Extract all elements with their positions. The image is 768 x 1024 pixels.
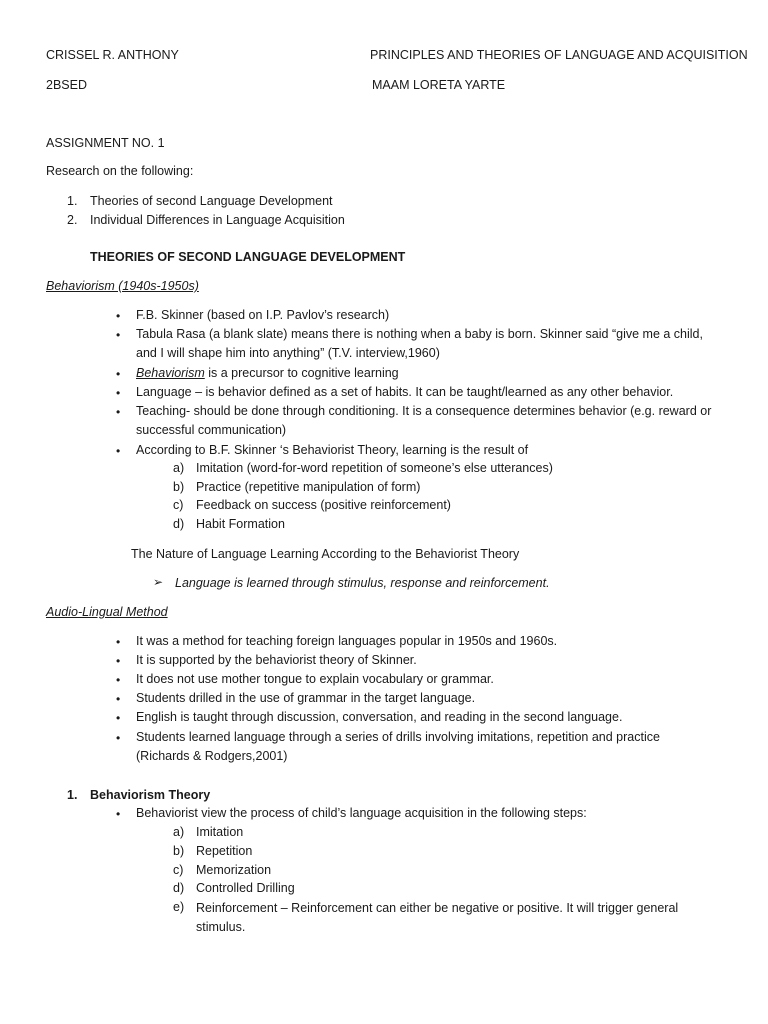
assignment-title: ASSIGNMENT NO. 1 bbox=[46, 136, 165, 150]
step-item: Reinforcement – Reinforcement can either be negative or positive. It will trigger general stimulus. bbox=[196, 901, 679, 934]
behaviorism-heading: Behaviorism (1940s-1950s) bbox=[46, 279, 199, 293]
step-letter: d) bbox=[173, 881, 185, 895]
bullet-icon: • bbox=[116, 731, 121, 745]
sub-item-letter: a) bbox=[173, 461, 185, 475]
theory-number: 1. bbox=[67, 788, 78, 802]
bullet-icon: • bbox=[116, 711, 121, 725]
topic-item: Individual Differences in Language Acquisition bbox=[90, 213, 345, 227]
step-item: Repetition bbox=[196, 844, 253, 858]
sub-item-letter: c) bbox=[173, 498, 184, 512]
list-item: F.B. Skinner (based on I.P. Pavlov’s research) bbox=[136, 308, 390, 322]
list-item: It is supported by the behaviorist theory of Skinner. bbox=[136, 653, 417, 667]
step-item: Controlled Drilling bbox=[196, 881, 295, 895]
bullet-icon: • bbox=[116, 367, 121, 381]
list-item: Students drilled in the use of grammar in the target language. bbox=[136, 691, 476, 705]
step-letter: a) bbox=[173, 825, 185, 839]
audio-lingual-heading: Audio-Lingual Method bbox=[46, 605, 168, 619]
sub-item: Habit Formation bbox=[196, 517, 285, 531]
bullet-icon: • bbox=[116, 386, 121, 400]
list-item: English is taught through discussion, conversation, and reading in the second language. bbox=[136, 710, 623, 724]
sub-item: Imitation (word-for-word repetition of someone’s else utterances) bbox=[196, 461, 553, 475]
list-item: Teaching- should be done through conditioning. It is a consequence determines behavior (e.g. reward or successful communication) bbox=[136, 404, 712, 437]
sub-item-letter: b) bbox=[173, 480, 185, 494]
bullet-icon: • bbox=[116, 444, 121, 458]
sub-item-letter: d) bbox=[173, 517, 185, 531]
bullet-icon: • bbox=[116, 692, 121, 706]
theory-title: Behaviorism Theory bbox=[90, 788, 211, 802]
topic-number: 2. bbox=[67, 213, 78, 227]
step-letter: e) bbox=[173, 900, 185, 914]
nature-title: The Nature of Language Learning According to the Behaviorist Theory bbox=[131, 547, 520, 561]
course-title: PRINCIPLES AND THEORIES OF LANGUAGE AND ACQUISITION bbox=[370, 48, 748, 62]
topic-item: Theories of second Language Development bbox=[90, 194, 333, 208]
list-item: Tabula Rasa (a blank slate) means there is nothing when a baby is born. Skinner said “give me a child, and I will shape him into anything” (T.V. interview,1960) bbox=[136, 327, 703, 360]
list-item: Behaviorist view the process of child’s language acquisition in the following steps: bbox=[136, 806, 587, 820]
step-item: Imitation bbox=[196, 825, 244, 839]
list-item: Language – is behavior defined as a set of habits. It can be taught/learned as any other behavior. bbox=[136, 385, 674, 399]
bullet-icon: • bbox=[116, 405, 121, 419]
list-item: It was a method for teaching foreign languages popular in 1950s and 1960s. bbox=[136, 634, 558, 648]
student-name: CRISSEL R. ANTHONY bbox=[46, 48, 179, 62]
assignment-intro: Research on the following: bbox=[46, 164, 194, 178]
sub-item: Feedback on success (positive reinforcement) bbox=[196, 498, 451, 512]
bullet-icon: • bbox=[116, 673, 121, 687]
bullet-icon: • bbox=[116, 635, 121, 649]
instructor-name: MAAM LORETA YARTE bbox=[372, 78, 506, 92]
bullet-icon: • bbox=[116, 807, 121, 821]
bullet-icon: • bbox=[116, 328, 121, 342]
step-letter: b) bbox=[173, 844, 185, 858]
bullet-icon: • bbox=[116, 309, 121, 323]
list-item: It does not use mother tongue to explain vocabulary or grammar. bbox=[136, 672, 494, 686]
sub-item: Practice (repetitive manipulation of form) bbox=[196, 480, 421, 494]
nature-point: Language is learned through stimulus, response and reinforcement. bbox=[175, 576, 550, 590]
section-title: THEORIES OF SECOND LANGUAGE DEVELOPMENT bbox=[90, 250, 406, 264]
arrow-bullet-icon: ➢ bbox=[153, 575, 164, 589]
behaviorism-term-rest: is a precursor to cognitive learning bbox=[204, 366, 399, 380]
topic-number: 1. bbox=[67, 194, 78, 208]
list-item: Students learned language through a series of drills involving imitations, repetition and practice (Richards & Rodgers,2001) bbox=[136, 730, 660, 763]
step-item: Memorization bbox=[196, 863, 272, 877]
list-item bbox=[136, 364, 736, 383]
student-section: 2BSED bbox=[46, 78, 87, 92]
step-letter: c) bbox=[173, 863, 184, 877]
behaviorism-term: Behaviorism bbox=[136, 366, 205, 380]
bullet-icon: • bbox=[116, 654, 121, 668]
list-item: According to B.F. Skinner ‘s Behaviorist Theory, learning is the result of bbox=[136, 443, 529, 457]
